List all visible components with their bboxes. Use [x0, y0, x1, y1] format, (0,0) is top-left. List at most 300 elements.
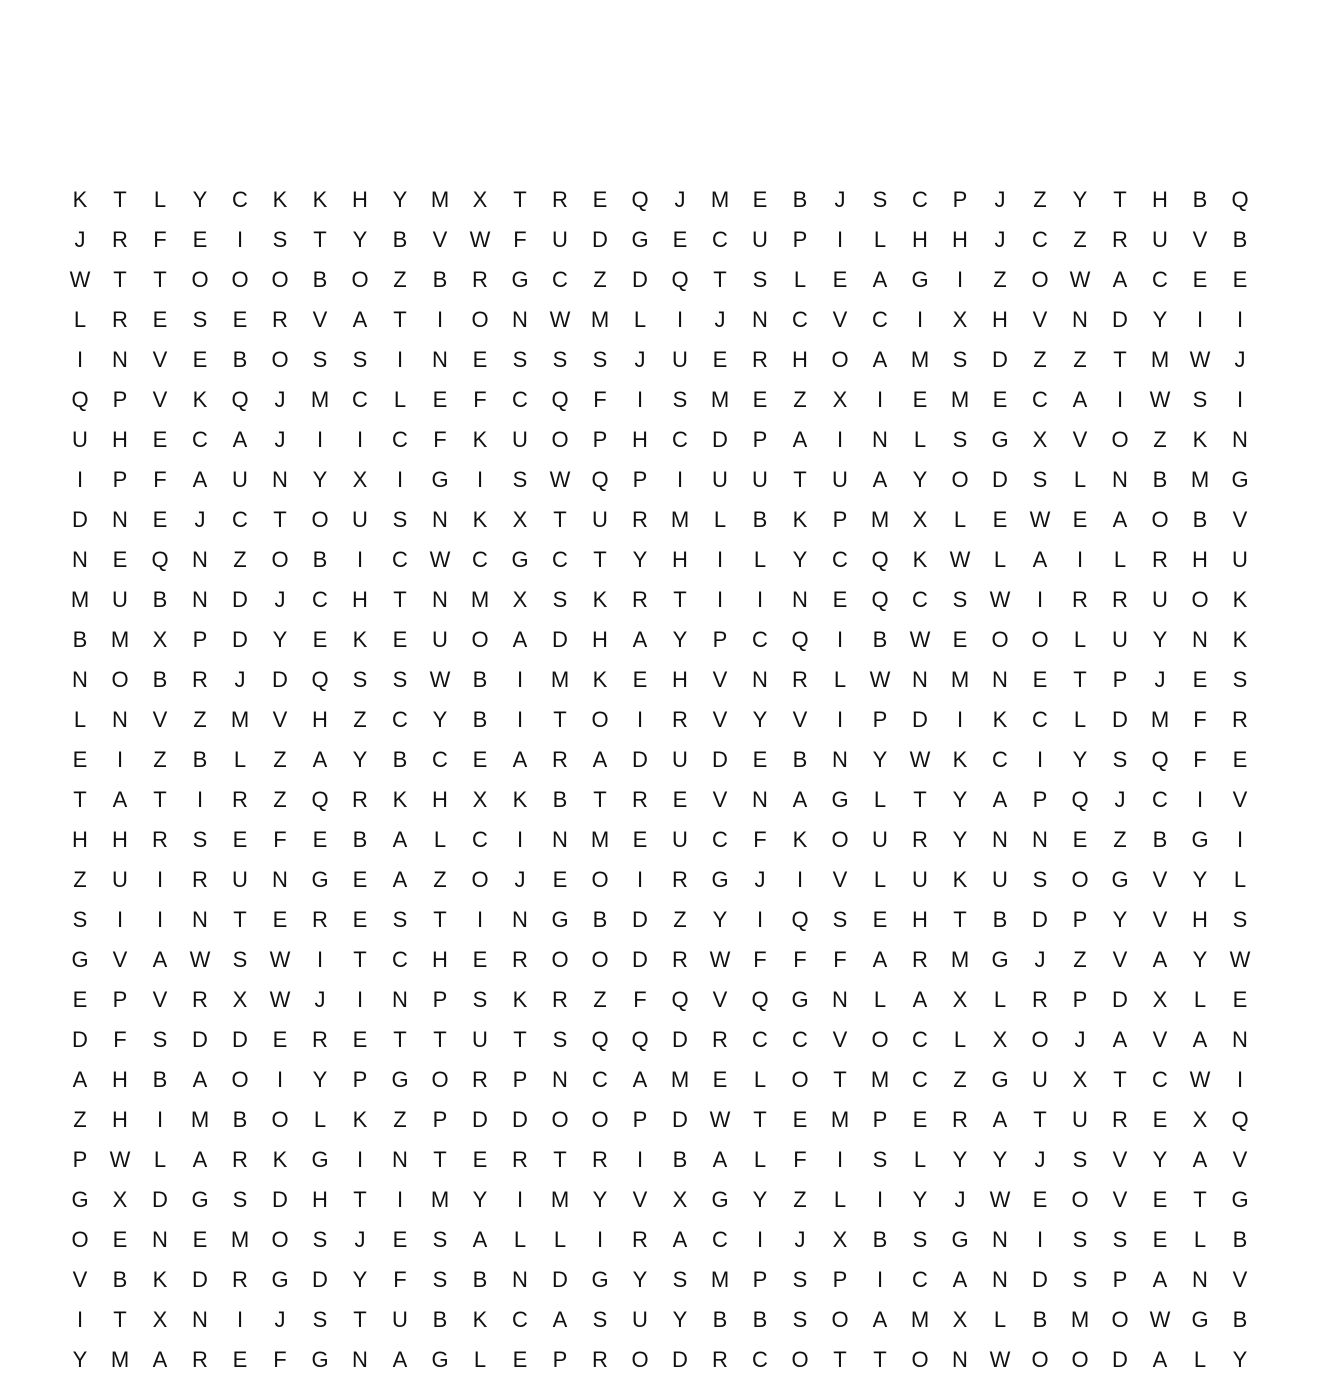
letter-cell[interactable]: E — [192, 1227, 208, 1252]
letter-cell[interactable]: Y — [1072, 747, 1088, 772]
letter-cell[interactable]: Z — [1073, 347, 1087, 372]
letter-cell[interactable]: Q — [311, 787, 329, 812]
letter-cell[interactable]: V — [432, 227, 448, 252]
letter-cell[interactable]: P — [632, 467, 648, 492]
letter-cell[interactable]: S — [1112, 747, 1128, 772]
letter-cell[interactable]: T — [553, 507, 567, 532]
letter-cell[interactable]: M — [670, 507, 690, 532]
letter-cell[interactable]: D — [1032, 907, 1048, 932]
letter-cell[interactable]: V — [1232, 1147, 1248, 1172]
letter-cell[interactable]: W — [549, 307, 571, 332]
letter-cell[interactable]: Y — [632, 1267, 648, 1292]
letter-cell[interactable]: E — [752, 187, 768, 212]
letter-cell[interactable]: E — [472, 947, 488, 972]
letter-cell[interactable]: K — [192, 387, 208, 412]
letter-cell[interactable]: J — [714, 307, 726, 332]
letter-cell[interactable]: U — [712, 467, 728, 492]
letter-cell[interactable]: C — [712, 1227, 728, 1252]
letter-cell[interactable]: C — [232, 187, 248, 212]
letter-cell[interactable]: S — [832, 907, 848, 932]
letter-cell[interactable]: Q — [71, 387, 89, 412]
letter-cell[interactable]: S — [392, 907, 408, 932]
letter-cell[interactable]: C — [392, 547, 408, 572]
letter-cell[interactable]: V — [832, 307, 848, 332]
letter-cell[interactable]: T — [73, 787, 87, 812]
letter-cell[interactable]: T — [393, 1027, 407, 1052]
letter-cell[interactable]: A — [792, 427, 808, 452]
letter-cell[interactable]: N — [272, 467, 288, 492]
letter-cell[interactable]: R — [592, 1147, 608, 1172]
letter-cell[interactable]: I — [716, 587, 724, 612]
letter-cell[interactable]: R — [1032, 987, 1048, 1012]
letter-cell[interactable]: R — [632, 787, 648, 812]
letter-cell[interactable]: D — [552, 1267, 568, 1292]
letter-cell[interactable]: K — [912, 547, 928, 572]
letter-cell[interactable]: N — [1232, 427, 1248, 452]
letter-cell[interactable]: C — [912, 1067, 928, 1092]
letter-cell[interactable]: Q — [551, 387, 569, 412]
letter-cell[interactable]: E — [632, 827, 648, 852]
letter-cell[interactable]: V — [1032, 307, 1048, 332]
letter-cell[interactable]: M — [1190, 467, 1210, 492]
letter-cell[interactable]: N — [552, 827, 568, 852]
letter-cell[interactable]: B — [592, 907, 608, 932]
letter-cell[interactable]: Y — [672, 1307, 688, 1332]
letter-cell[interactable]: B — [312, 547, 328, 572]
letter-cell[interactable]: P — [832, 507, 848, 532]
letter-cell[interactable]: E — [72, 747, 88, 772]
letter-cell[interactable]: S — [232, 947, 248, 972]
letter-cell[interactable]: T — [753, 1107, 767, 1132]
letter-cell[interactable]: W — [1069, 267, 1091, 292]
letter-cell[interactable]: B — [1192, 187, 1208, 212]
letter-cell[interactable]: N — [192, 907, 208, 932]
letter-cell[interactable]: N — [112, 507, 128, 532]
letter-cell[interactable]: B — [1032, 1307, 1048, 1332]
letter-cell[interactable]: D — [272, 1187, 288, 1212]
letter-cell[interactable]: G — [791, 987, 809, 1012]
letter-cell[interactable]: S — [1072, 1267, 1088, 1292]
letter-cell[interactable]: N — [512, 307, 528, 332]
letter-cell[interactable]: P — [112, 467, 128, 492]
letter-cell[interactable]: W — [989, 587, 1011, 612]
letter-cell[interactable]: P — [192, 627, 208, 652]
letter-cell[interactable]: J — [74, 227, 86, 252]
letter-cell[interactable]: O — [1191, 587, 1209, 612]
letter-cell[interactable]: P — [552, 1347, 568, 1372]
letter-cell[interactable]: D — [232, 627, 248, 652]
letter-cell[interactable]: O — [1071, 867, 1089, 892]
letter-cell[interactable]: B — [792, 747, 808, 772]
letter-cell[interactable]: B — [752, 1307, 768, 1332]
letter-cell[interactable]: H — [352, 587, 368, 612]
letter-cell[interactable]: R — [152, 827, 168, 852]
letter-cell[interactable]: W — [949, 547, 971, 572]
letter-cell[interactable]: V — [152, 347, 168, 372]
letter-cell[interactable]: N — [392, 987, 408, 1012]
letter-cell[interactable]: R — [632, 587, 648, 612]
letter-cell[interactable]: M — [430, 1187, 450, 1212]
letter-cell[interactable]: O — [831, 347, 849, 372]
letter-cell[interactable]: P — [352, 1067, 368, 1092]
letter-cell[interactable]: L — [1193, 987, 1207, 1012]
letter-cell[interactable]: U — [912, 867, 928, 892]
letter-cell[interactable]: C — [312, 587, 328, 612]
letter-cell[interactable]: F — [153, 467, 167, 492]
letter-cell[interactable]: H — [312, 1187, 328, 1212]
letter-cell[interactable]: J — [1074, 1027, 1086, 1052]
letter-cell[interactable]: T — [953, 907, 967, 932]
letter-cell[interactable]: D — [992, 347, 1008, 372]
letter-cell[interactable]: C — [792, 307, 808, 332]
letter-cell[interactable]: G — [71, 1187, 89, 1212]
letter-cell[interactable]: I — [876, 1267, 884, 1292]
letter-cell[interactable]: S — [952, 347, 968, 372]
letter-cell[interactable]: G — [311, 1347, 329, 1372]
letter-cell[interactable]: O — [311, 507, 329, 532]
letter-cell[interactable]: M — [830, 1107, 850, 1132]
letter-cell[interactable]: U — [752, 467, 768, 492]
letter-cell[interactable]: C — [472, 827, 488, 852]
letter-cell[interactable]: A — [72, 1067, 88, 1092]
letter-cell[interactable]: U — [232, 467, 248, 492]
letter-cell[interactable]: Q — [671, 987, 689, 1012]
letter-cell[interactable]: L — [953, 507, 967, 532]
letter-cell[interactable]: V — [1232, 787, 1248, 812]
letter-cell[interactable]: T — [353, 1307, 367, 1332]
letter-cell[interactable]: W — [549, 467, 571, 492]
letter-cell[interactable]: S — [1072, 1227, 1088, 1252]
letter-cell[interactable]: F — [513, 227, 527, 252]
letter-cell[interactable]: U — [632, 1307, 648, 1332]
letter-cell[interactable]: O — [71, 1227, 89, 1252]
letter-cell[interactable]: A — [952, 1267, 968, 1292]
letter-cell[interactable]: E — [592, 187, 608, 212]
letter-cell[interactable]: I — [1196, 307, 1204, 332]
letter-cell[interactable]: Y — [632, 547, 648, 572]
letter-cell[interactable]: C — [992, 747, 1008, 772]
letter-cell[interactable]: D — [1112, 707, 1128, 732]
letter-cell[interactable]: K — [512, 987, 528, 1012]
letter-cell[interactable]: U — [232, 867, 248, 892]
letter-cell[interactable]: Z — [993, 267, 1007, 292]
letter-cell[interactable]: T — [1193, 1187, 1207, 1212]
letter-cell[interactable]: V — [112, 947, 128, 972]
letter-cell[interactable]: D — [672, 1347, 688, 1372]
letter-cell[interactable]: H — [112, 827, 128, 852]
letter-cell[interactable]: B — [1232, 1307, 1248, 1332]
letter-cell[interactable]: Y — [1152, 307, 1168, 332]
letter-cell[interactable]: O — [591, 1107, 609, 1132]
letter-cell[interactable]: B — [1232, 227, 1248, 252]
letter-cell[interactable]: B — [1152, 827, 1168, 852]
letter-cell[interactable]: L — [753, 1147, 767, 1172]
letter-cell[interactable]: A — [352, 307, 368, 332]
letter-cell[interactable]: V — [792, 707, 808, 732]
letter-cell[interactable]: H — [952, 227, 968, 252]
letter-cell[interactable]: B — [72, 627, 88, 652]
letter-cell[interactable]: N — [192, 547, 208, 572]
letter-cell[interactable]: I — [436, 307, 444, 332]
letter-cell[interactable]: E — [552, 867, 568, 892]
letter-cell[interactable]: S — [192, 307, 208, 332]
letter-cell[interactable]: H — [592, 627, 608, 652]
letter-cell[interactable]: X — [1032, 427, 1048, 452]
letter-cell[interactable]: H — [992, 307, 1008, 332]
letter-cell[interactable]: G — [71, 947, 89, 972]
letter-cell[interactable]: W — [1029, 507, 1051, 532]
letter-cell[interactable]: K — [1192, 427, 1208, 452]
letter-cell[interactable]: J — [314, 987, 326, 1012]
letter-cell[interactable]: S — [432, 1267, 448, 1292]
letter-cell[interactable]: M — [950, 667, 970, 692]
letter-cell[interactable]: B — [152, 667, 168, 692]
letter-cell[interactable]: V — [1152, 1027, 1168, 1052]
letter-cell[interactable]: C — [432, 747, 448, 772]
letter-cell[interactable]: D — [1112, 1347, 1128, 1372]
letter-cell[interactable]: Z — [393, 267, 407, 292]
letter-cell[interactable]: N — [192, 587, 208, 612]
letter-cell[interactable]: C — [912, 587, 928, 612]
letter-cell[interactable]: A — [392, 827, 408, 852]
letter-cell[interactable]: A — [872, 1307, 888, 1332]
letter-cell[interactable]: R — [472, 267, 488, 292]
letter-cell[interactable]: G — [911, 267, 929, 292]
letter-cell[interactable]: H — [1192, 907, 1208, 932]
letter-cell[interactable]: S — [752, 267, 768, 292]
letter-cell[interactable]: I — [636, 707, 644, 732]
letter-cell[interactable]: B — [872, 627, 888, 652]
letter-cell[interactable]: D — [912, 707, 928, 732]
letter-cell[interactable]: G — [1231, 1187, 1249, 1212]
letter-cell[interactable]: D — [672, 1107, 688, 1132]
letter-cell[interactable]: I — [156, 1107, 164, 1132]
letter-cell[interactable]: Y — [712, 907, 728, 932]
letter-cell[interactable]: H — [112, 427, 128, 452]
letter-cell[interactable]: A — [1112, 1027, 1128, 1052]
letter-cell[interactable]: I — [316, 427, 324, 452]
letter-cell[interactable]: N — [512, 907, 528, 932]
letter-cell[interactable]: Q — [871, 547, 889, 572]
letter-cell[interactable]: B — [432, 267, 448, 292]
letter-cell[interactable]: Y — [952, 1147, 968, 1172]
letter-cell[interactable]: I — [756, 1227, 764, 1252]
letter-cell[interactable]: L — [1073, 707, 1087, 732]
letter-cell[interactable]: F — [753, 947, 767, 972]
letter-cell[interactable]: R — [552, 747, 568, 772]
letter-cell[interactable]: U — [872, 827, 888, 852]
letter-cell[interactable]: E — [1192, 267, 1208, 292]
letter-cell[interactable]: T — [593, 787, 607, 812]
letter-cell[interactable]: A — [912, 987, 928, 1012]
letter-cell[interactable]: S — [792, 1267, 808, 1292]
letter-cell[interactable]: L — [73, 307, 87, 332]
letter-cell[interactable]: S — [672, 387, 688, 412]
letter-cell[interactable]: M — [430, 187, 450, 212]
letter-cell[interactable]: Z — [273, 747, 287, 772]
letter-cell[interactable]: W — [709, 947, 731, 972]
letter-cell[interactable]: U — [392, 1307, 408, 1332]
letter-cell[interactable]: P — [112, 387, 128, 412]
letter-cell[interactable]: G — [431, 467, 449, 492]
letter-cell[interactable]: W — [869, 667, 891, 692]
letter-cell[interactable]: J — [1234, 347, 1246, 372]
letter-cell[interactable]: T — [673, 587, 687, 612]
letter-cell[interactable]: E — [312, 627, 328, 652]
letter-cell[interactable]: J — [834, 187, 846, 212]
letter-cell[interactable]: S — [1112, 1227, 1128, 1252]
letter-cell[interactable]: H — [792, 347, 808, 372]
letter-cell[interactable]: O — [351, 267, 369, 292]
letter-cell[interactable]: C — [872, 307, 888, 332]
letter-cell[interactable]: A — [992, 1107, 1008, 1132]
letter-cell[interactable]: C — [672, 427, 688, 452]
letter-cell[interactable]: J — [514, 867, 526, 892]
letter-cell[interactable]: E — [112, 1227, 128, 1252]
letter-cell[interactable]: M — [190, 1107, 210, 1132]
letter-cell[interactable]: Q — [591, 1027, 609, 1052]
letter-cell[interactable]: D — [632, 947, 648, 972]
letter-cell[interactable]: J — [1034, 1147, 1046, 1172]
letter-cell[interactable]: A — [872, 347, 888, 372]
letter-cell[interactable]: D — [312, 1267, 328, 1292]
letter-cell[interactable]: O — [991, 627, 1009, 652]
letter-cell[interactable]: H — [72, 827, 88, 852]
letter-cell[interactable]: N — [512, 1267, 528, 1292]
letter-cell[interactable]: L — [913, 427, 927, 452]
letter-cell[interactable]: H — [912, 907, 928, 932]
letter-cell[interactable]: A — [1112, 507, 1128, 532]
letter-cell[interactable]: T — [793, 467, 807, 492]
letter-cell[interactable]: C — [912, 1267, 928, 1292]
letter-cell[interactable]: I — [796, 867, 804, 892]
letter-cell[interactable]: S — [312, 1307, 328, 1332]
letter-cell[interactable]: I — [716, 547, 724, 572]
letter-cell[interactable]: L — [513, 1227, 527, 1252]
letter-cell[interactable]: H — [1192, 547, 1208, 572]
letter-cell[interactable]: U — [432, 627, 448, 652]
letter-cell[interactable]: I — [476, 467, 484, 492]
letter-cell[interactable]: E — [1032, 1187, 1048, 1212]
letter-cell[interactable]: T — [353, 947, 367, 972]
letter-cell[interactable]: Y — [1072, 187, 1088, 212]
letter-cell[interactable]: V — [1112, 1147, 1128, 1172]
letter-cell[interactable]: X — [512, 507, 528, 532]
letter-cell[interactable]: M — [310, 387, 330, 412]
letter-cell[interactable]: P — [1072, 907, 1088, 932]
letter-cell[interactable]: B — [152, 1067, 168, 1092]
letter-cell[interactable]: G — [1231, 467, 1249, 492]
letter-cell[interactable]: C — [512, 1307, 528, 1332]
letter-cell[interactable]: H — [112, 1107, 128, 1132]
letter-cell[interactable]: Z — [1033, 187, 1047, 212]
letter-cell[interactable]: N — [552, 1067, 568, 1092]
letter-cell[interactable]: V — [152, 387, 168, 412]
letter-cell[interactable]: R — [632, 507, 648, 532]
letter-cell[interactable]: S — [1072, 1147, 1088, 1172]
letter-cell[interactable]: N — [1232, 1027, 1248, 1052]
letter-cell[interactable]: H — [672, 667, 688, 692]
letter-cell[interactable]: I — [836, 627, 844, 652]
letter-cell[interactable]: V — [1232, 1267, 1248, 1292]
letter-cell[interactable]: P — [1072, 987, 1088, 1012]
letter-cell[interactable]: V — [1072, 427, 1088, 452]
letter-cell[interactable]: D — [632, 747, 648, 772]
letter-cell[interactable]: O — [471, 627, 489, 652]
letter-cell[interactable]: C — [352, 387, 368, 412]
letter-cell[interactable]: G — [511, 547, 529, 572]
letter-cell[interactable]: J — [194, 507, 206, 532]
letter-cell[interactable]: L — [753, 547, 767, 572]
letter-cell[interactable]: V — [152, 707, 168, 732]
letter-cell[interactable]: R — [192, 867, 208, 892]
letter-cell[interactable]: E — [472, 347, 488, 372]
letter-cell[interactable]: G — [631, 227, 649, 252]
letter-cell[interactable]: T — [1113, 347, 1127, 372]
letter-cell[interactable]: E — [72, 987, 88, 1012]
letter-cell[interactable]: K — [512, 787, 528, 812]
letter-cell[interactable]: W — [469, 227, 491, 252]
letter-cell[interactable]: O — [111, 667, 129, 692]
letter-cell[interactable]: T — [1113, 187, 1127, 212]
letter-cell[interactable]: D — [992, 467, 1008, 492]
letter-cell[interactable]: L — [553, 1227, 567, 1252]
letter-cell[interactable]: D — [632, 907, 648, 932]
letter-cell[interactable]: D — [192, 1267, 208, 1292]
letter-cell[interactable]: N — [1112, 467, 1128, 492]
letter-cell[interactable]: E — [1192, 667, 1208, 692]
letter-cell[interactable]: N — [832, 747, 848, 772]
letter-cell[interactable]: J — [754, 867, 766, 892]
letter-cell[interactable]: U — [672, 347, 688, 372]
letter-cell[interactable]: P — [712, 627, 728, 652]
letter-cell[interactable]: O — [1031, 1027, 1049, 1052]
letter-cell[interactable]: L — [753, 1067, 767, 1092]
letter-cell[interactable]: I — [236, 227, 244, 252]
letter-cell[interactable]: C — [512, 387, 528, 412]
letter-cell[interactable]: O — [591, 947, 609, 972]
letter-cell[interactable]: E — [1152, 1187, 1168, 1212]
letter-cell[interactable]: O — [591, 867, 609, 892]
letter-cell[interactable]: W — [909, 627, 931, 652]
letter-cell[interactable]: N — [352, 1347, 368, 1372]
letter-cell[interactable]: F — [393, 1267, 407, 1292]
letter-cell[interactable]: I — [1076, 547, 1084, 572]
letter-cell[interactable]: A — [192, 467, 208, 492]
letter-cell[interactable]: X — [952, 1307, 968, 1332]
letter-cell[interactable]: N — [992, 1227, 1008, 1252]
letter-cell[interactable]: Q — [1231, 187, 1249, 212]
letter-cell[interactable]: Y — [472, 1187, 488, 1212]
letter-cell[interactable]: E — [512, 1347, 528, 1372]
letter-cell[interactable]: O — [271, 347, 289, 372]
letter-cell[interactable]: R — [352, 787, 368, 812]
letter-cell[interactable]: W — [269, 947, 291, 972]
letter-cell[interactable]: T — [313, 227, 327, 252]
letter-cell[interactable]: T — [1073, 667, 1087, 692]
letter-cell[interactable]: Y — [72, 1347, 88, 1372]
letter-cell[interactable]: A — [192, 1067, 208, 1092]
letter-cell[interactable]: E — [1232, 267, 1248, 292]
letter-cell[interactable]: V — [832, 867, 848, 892]
letter-cell[interactable]: O — [791, 1347, 809, 1372]
letter-cell[interactable]: O — [1031, 1347, 1049, 1372]
letter-cell[interactable]: A — [872, 947, 888, 972]
letter-cell[interactable]: T — [553, 1147, 567, 1172]
letter-cell[interactable]: C — [1152, 267, 1168, 292]
letter-cell[interactable]: I — [636, 387, 644, 412]
letter-cell[interactable]: B — [672, 1147, 688, 1172]
